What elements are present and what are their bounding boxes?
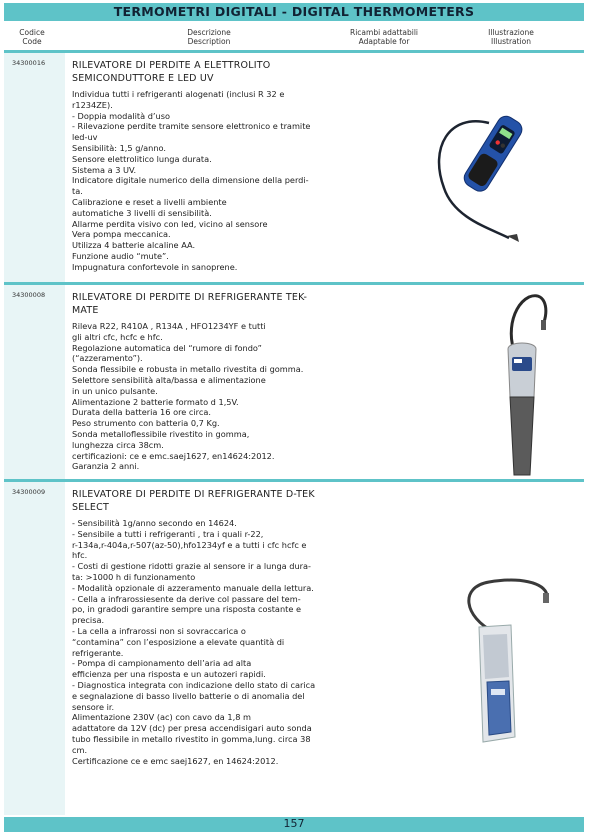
column-header-illustration-en: Illustration <box>490 37 532 46</box>
code-cell <box>4 53 65 282</box>
column-header-illustration <box>474 28 548 46</box>
d-tek-select-leak-detector-image <box>449 577 559 747</box>
product-description: Rileva R22, R410A , R134A , HFO1234YF e tutti gli altri cfc, hcfc e hfc. Regolazione automatica del “rumore di fondo” (“azzeramento”). Sonda flessibile e robusta in metallo rivestita di gomma. Selettore sensibilità alta/bassa e alimentazione in un unico pulsante. Alimentazione 2 batterie formato d 1,5V. Durata della batteria 16 ore circa. Peso strumento con batteria 0,7 Kg. Sonda metalloflessibile rivestito in gomma, lunghezza circa 38cm. certificazioni: ce e emc.saej1627, en14624:2012. Garanzia 2 anni. <box>72 321 304 472</box>
product-code: 34300009 <box>12 488 46 496</box>
product-title <box>72 59 372 85</box>
product-title-line: MATE <box>72 305 99 316</box>
product-row-1 <box>4 53 584 282</box>
product-row-3 <box>4 482 584 815</box>
product-code: 34300016 <box>12 59 46 67</box>
product-title-line: RILEVATORE DI PERDITE A ELETTROLITO <box>72 60 271 71</box>
electrolyte-leak-detector-image <box>429 108 539 243</box>
column-header-description-it: Descrizione <box>187 28 231 37</box>
product-title-line: RILEVATORE DI PERDITE DI REFRIGERANTE TEK- <box>72 292 308 303</box>
product-row-2 <box>4 285 584 479</box>
page-header-bar <box>4 3 584 21</box>
product-title <box>72 488 372 514</box>
column-header-adaptable <box>344 28 424 46</box>
product-title-line: SELECT <box>72 502 109 513</box>
page-title: TERMOMETRI DIGITALI - DIGITAL THERMOMETERS <box>113 4 475 19</box>
page-number: 157 <box>283 817 305 830</box>
column-header-description-en: Description <box>187 37 231 46</box>
column-header-illustration-it: Illustrazione <box>488 28 534 37</box>
product-title-line: SEMICONDUTTORE E LED UV <box>72 73 214 84</box>
column-header-code-it: Codice <box>19 28 45 37</box>
product-title <box>72 291 372 317</box>
product-title-line: RILEVATORE DI PERDITE DI REFRIGERANTE D-TEK <box>72 489 315 500</box>
page-footer <box>4 817 584 832</box>
column-header-description <box>164 28 254 46</box>
tek-mate-leak-detector-image <box>484 287 564 479</box>
column-header-code <box>10 28 54 46</box>
product-code: 34300008 <box>12 291 46 299</box>
column-header-adaptable-it: Ricambi adattabili <box>350 28 418 37</box>
code-cell <box>4 285 65 479</box>
product-description: - Sensibilità 1g/anno secondo en 14624. - Sensibile a tutti i refrigeranti , tra i quali r-22, r-134a,r-404a,r-507(az-50),hfo1234yf e a tutti i cfc hcfc e hfc. - Costi di gestione ridotti grazie al sensore ir a lunga dura- ta: >1000 h di funzionamento - Modalità opzionale di azzeramento manuale della lettura. - Cella a infrarossiesente da derive col passare del tem- po, in gradodi garantire sempre una risposta costante e precisa. - La cella a infrarossi non si sovraccarica o “contamina” con l’esposizione a elevate quantità di refrigerante. - Pompa di campionamento dell’aria ad alta efficienza per una risposta e un autozeri rapidi. - Diagnostica integrata con indicazione dello stato di carica e segnalazione di basso livello batterie o di anomalia del sensore ir. Alimentazione 230V (ac) con cavo da 1,8 m adattatore da 12V (dc) per presa accendisigari auto sonda tubo flessibile in metallo rivestito in gomma,lung. circa 38 cm. Certificazione ce e emc saej1627, en 14624:2012. <box>72 518 316 766</box>
column-header-adaptable-en: Adaptable for <box>358 37 410 46</box>
code-cell <box>4 482 65 815</box>
product-description: Individua tutti i refrigeranti alogenati (inclusi R 32 e r1234ZE). - Doppia modalità d’uso - Rilevazione perdite tramite sensore elettronico e tramite led-uv Sensibilità: 1,5 g/anno. Sensore elettrolitico lunga durata. Sistema a 3 UV. Indicatore digitale numerico della dimensione della perdi- ta. Calibrazione e reset a livelli ambiente automatiche 3 livelli di sensibilità. Allarme perdita visivo con led, vicino al sensore Vera pompa meccanica. Utilizza 4 batterie alcaline AA. Funzione audio “mute”. Impugnatura confortevole in sanoprene. <box>72 89 311 272</box>
column-header-code-en: Code <box>22 37 42 46</box>
